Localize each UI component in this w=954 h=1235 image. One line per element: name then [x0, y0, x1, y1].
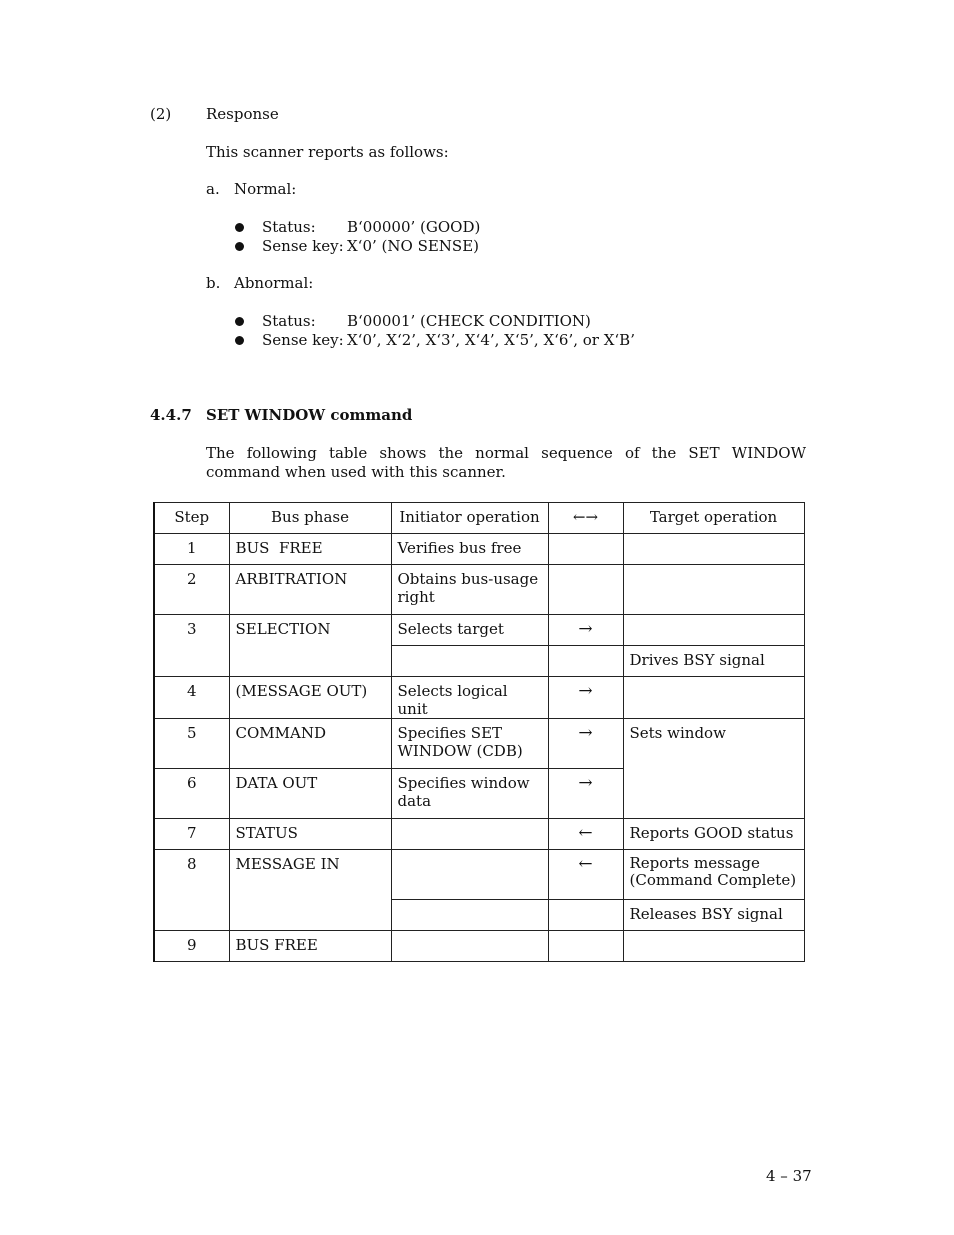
- initiator-cell: Obtains bus-usage right: [391, 565, 548, 615]
- initiator-cell: [391, 850, 548, 900]
- target-cell: [623, 677, 804, 719]
- bus-phase-cell: SELECTION: [229, 615, 391, 677]
- table-row: [154, 931, 804, 962]
- initiator-cell: [391, 900, 548, 931]
- normal-status-value: B‘00000’ (GOOD): [347, 218, 481, 236]
- set-window-sequence-table: [153, 502, 805, 962]
- step-cell: 8: [154, 850, 229, 931]
- initiator-cell: [391, 931, 548, 962]
- target-cell: [623, 565, 804, 615]
- target-cell: Drives BSY signal: [623, 646, 804, 677]
- bus-phase-cell: MESSAGE IN: [229, 850, 391, 931]
- section-paragraph: The following table shows the normal sequence of the SET WINDOW command when used with this scanner.: [206, 444, 806, 481]
- abnormal-title: Abnormal:: [234, 274, 314, 292]
- header-initiator: Initiator operation: [391, 503, 548, 534]
- initiator-cell: Verifies bus free: [391, 534, 548, 565]
- bus-phase-cell: STATUS: [229, 819, 391, 850]
- table-row: [154, 615, 804, 646]
- bullet-icon: [235, 242, 244, 251]
- initiator-cell: [391, 646, 548, 677]
- direction-cell: ←: [548, 819, 623, 850]
- bullet-icon: [235, 317, 244, 326]
- abnormal-status-value: B‘00001’ (CHECK CONDITION): [347, 312, 591, 330]
- normal-sense-key: Sense key:: [262, 237, 344, 255]
- abnormal-sense-key: Sense key:: [262, 331, 344, 349]
- table-row: [154, 719, 804, 769]
- bullet-icon: [235, 336, 244, 345]
- bus-phase-cell: (MESSAGE OUT): [229, 677, 391, 719]
- step-cell: 4: [154, 677, 229, 719]
- response-heading: Response: [206, 105, 279, 123]
- direction-cell: [548, 931, 623, 962]
- table-header-row: [154, 503, 804, 534]
- response-number: (2): [150, 105, 172, 123]
- normal-status-key: Status:: [262, 218, 316, 236]
- bus-phase-cell: COMMAND: [229, 719, 391, 769]
- header-direction: ←→: [548, 503, 623, 534]
- step-cell: 7: [154, 819, 229, 850]
- step-cell: 1: [154, 534, 229, 565]
- table-row: [154, 677, 804, 719]
- direction-cell: [548, 565, 623, 615]
- target-cell: Reports message (Command Complete): [623, 850, 804, 900]
- direction-cell: [548, 900, 623, 931]
- section-title: SET WINDOW command: [206, 406, 413, 424]
- table-row: [154, 534, 804, 565]
- bus-phase-cell: DATA OUT: [229, 769, 391, 819]
- step-cell: 9: [154, 931, 229, 962]
- target-cell: [623, 931, 804, 962]
- section-number: 4.4.7: [150, 406, 192, 424]
- initiator-cell: Selects target: [391, 615, 548, 646]
- target-cell: Releases BSY signal: [623, 900, 804, 931]
- step-cell: 2: [154, 565, 229, 615]
- table-row: [154, 565, 804, 615]
- direction-cell: [548, 534, 623, 565]
- abnormal-label: b.: [206, 274, 221, 292]
- step-cell: 3: [154, 615, 229, 677]
- target-cell: [623, 534, 804, 565]
- direction-cell: [548, 646, 623, 677]
- initiator-cell: Specifies window data: [391, 769, 548, 819]
- bullet-icon: [235, 223, 244, 232]
- table-row: [154, 850, 804, 900]
- header-target: Target operation: [623, 503, 804, 534]
- header-step: Step: [154, 503, 229, 534]
- initiator-cell: Specifies SET WINDOW (CDB): [391, 719, 548, 769]
- step-cell: 6: [154, 769, 229, 819]
- bus-phase-cell: BUS FREE: [229, 534, 391, 565]
- target-cell: Sets window: [623, 719, 804, 819]
- abnormal-status-key: Status:: [262, 312, 316, 330]
- direction-cell: →: [548, 615, 623, 646]
- initiator-cell: Selects logical unit: [391, 677, 548, 719]
- direction-cell: →: [548, 769, 623, 819]
- normal-label: a.: [206, 180, 220, 198]
- table-row: [154, 819, 804, 850]
- normal-title: Normal:: [234, 180, 297, 198]
- page-number: 4 – 37: [766, 1167, 812, 1185]
- abnormal-sense-value: X‘0’, X‘2’, X‘3’, X‘4’, X‘5’, X‘6’, or X‘B’: [347, 331, 635, 349]
- normal-sense-value: X‘0’ (NO SENSE): [347, 237, 479, 255]
- direction-cell: →: [548, 677, 623, 719]
- bus-phase-cell: BUS FREE: [229, 931, 391, 962]
- target-cell: [623, 615, 804, 646]
- target-cell: Reports GOOD status: [623, 819, 804, 850]
- step-cell: 5: [154, 719, 229, 769]
- response-intro: This scanner reports as follows:: [206, 143, 449, 161]
- bus-phase-cell: ARBITRATION: [229, 565, 391, 615]
- initiator-cell: [391, 819, 548, 850]
- direction-cell: ←: [548, 850, 623, 900]
- direction-cell: →: [548, 719, 623, 769]
- header-bus-phase: Bus phase: [229, 503, 391, 534]
